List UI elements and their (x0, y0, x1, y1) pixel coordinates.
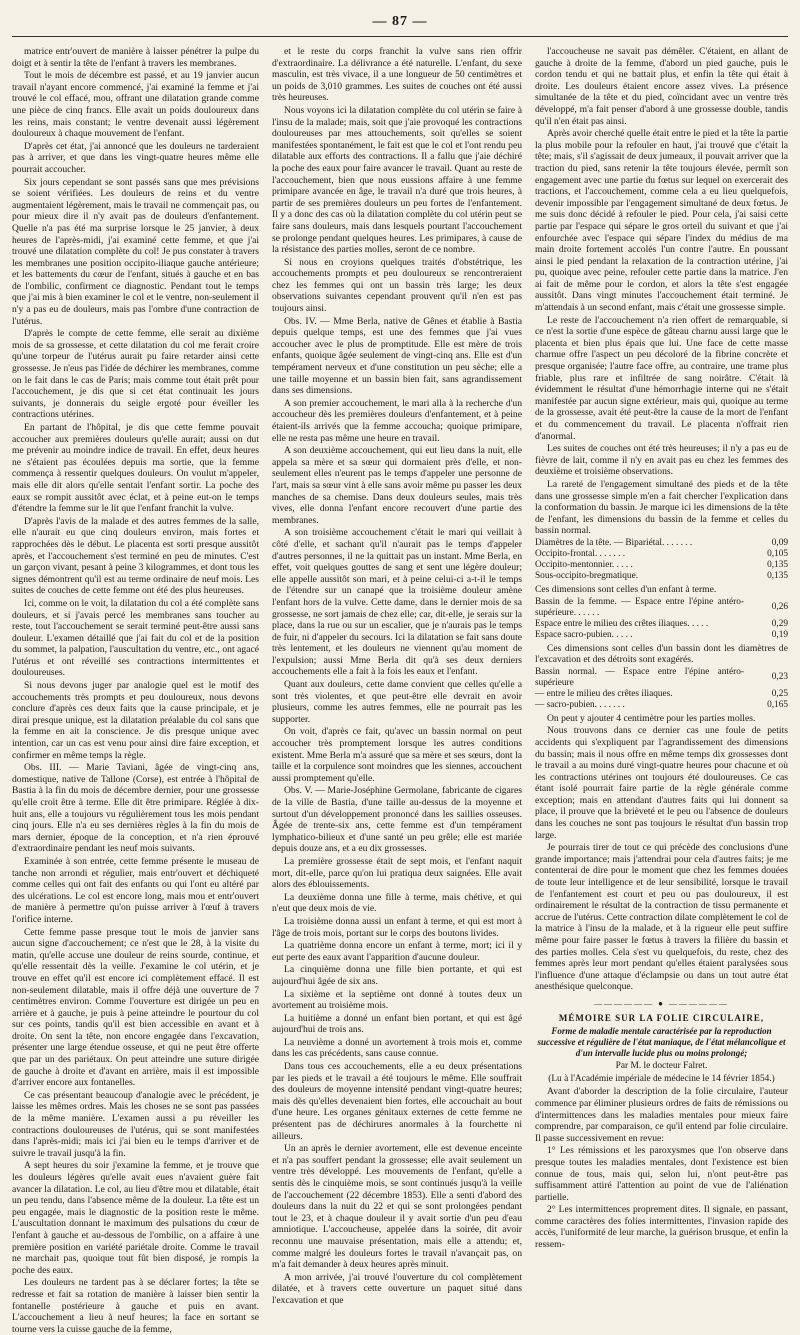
paragraph: La deuxième donna une fille à terme, mais chétive, et qui n'eut que deux mois de vie. (272, 891, 522, 915)
paragraph: Après avoir cherché quelle était entre le pied et la tête la partie la plus mobile pour la refouler en haut, j'ai trouvé que c'était la tête; mais, s'il s'agissait de deux jumeaux, il pouvait arriver que la traction du pied, sans retenir la tête toujours élevée, permît son engagement avec une partie du fœtus sur lequel on exercerait des tractions, et l'accouchement, comme cela a eu lieu quelquefois, devenir impossible par l'engagement simultané de deux fœtus. Je me suis donc décidé à refouler le pied. Pour cela, j'ai saisi cette partie par l'espace qui sépare le gros orteil du suivant et que j'ai enfourchée avec l'espace qui sépare l'index du médius de ma main droite fortement accolés l'un contre l'autre. En poussant ainsi le pied pendant la relaxation de la contraction utérine, j'ai pu, quoique avec peine, refouler cette partie dans la matrice. J'en ai fait de même pour le cordon, et alors la tête s'est engagée aussitôt. Dans vingt minutes l'accouchement était terminé. Je m'attendais à un second enfant, mais c'était une grossesse simple. (535, 128, 788, 314)
measurement-value: 0,29 (771, 618, 788, 629)
pelvis-measurements-table (535, 597, 788, 641)
paragraph: D'après le compte de cette femme, elle serait au dixième mois de sa grossesse, et cette dilatation du col me ferait croire qu'une torpeur de l'utérus aurait pu faire retarder ainsi cette grossesse. Je n'eus pas l'idée de déchirer les membranes, comme on le fait dans le cas de Paris; mais comme tout était prêt pour l'accouchement, je dis que si cet état continuait les jours suivants, je donnerais du seigle ergoté pour éveiller les contractions utérines. (12, 328, 259, 421)
paragraph: Ce cas présentant beaucoup d'analogie avec le précédent, je laisse les mêmes ordres. Mais les choses ne se sont pas passées de la même manière. L'examen aussi a pu réveiller les contractions douloureuses de l'utérus, qui se sont manifestées dans l'après-midi; mais ici j'ai bien eu le temps d'arriver et de suivre le travail jusqu'à la fin. (12, 1089, 259, 1159)
measurement-label: — entre le milieu des crêtes iliaques. (535, 688, 673, 699)
paragraph: La cinquième donna une fille bien portante, et qui est aujourd'hui âgée de six ans. (272, 964, 522, 987)
memoir-academy-note: (Lu à l'Académie impériale de médecine le 14 février 1854.) (548, 1073, 775, 1084)
head-measurements-note: Ces dimensions sont celles d'un enfant à terme. (535, 583, 717, 595)
paragraph: D'après cet état, j'ai annoncé que les douleurs ne tarderaient pas à arriver, et que dans les vingt-quatre heures même elle pourrait accoucher. (12, 140, 259, 175)
memoir-subtitle: Forme de maladie mentale caractérisée par la reproduction successive et régulière de l'état maniaque, de l'état mélancolique et d'un intervalle lucide plus ou moins prolongé; (537, 1026, 786, 1059)
paragraph: 1° Les rémissions et les paroxysmes que l'on observe dans presque toutes les maladies mentales, dont l'existence est bien connue de tous, mais qui, selon lui, n'ont peut-être pas suffisamment attiré l'attention au point de vue de l'aliénation partielle. (535, 1145, 788, 1203)
pelvis-measurements-note: Ces dimensions sont celles d'un bassin dont les diamètres de l'excavation et des détroits sont exagérés. (535, 642, 788, 666)
paragraph: Le reste de l'accouchement n'a rien offert de remarquable, si ce n'est la sortie d'une espèce de gâteau charnu aussi large que le placenta et bien plus épais que lui. Une face de cette masse charnue offre l'aspect un peu décoloré de la fibrine concrète et presque organisée; l'autre face offre, au contraire, une trame plus friable, plus rare et infiltrée de sang noirâtre. C'était là évidemment le résultat d'une hémorrhagie interne qui ne s'était manifestée par aucun signe extérieur, mais qui, quoique au terme de la grossesse, avait été peut-être la cause de la mort de l'enfant et du commencement du travail. Le placenta n'offrait rien d'anormal. (535, 314, 788, 442)
measurement-value: 0,26 (771, 602, 788, 613)
column-right (535, 46, 788, 1251)
measurement-label: Espace entre le milieu des crêtes iliaques. . . . . (535, 618, 709, 629)
measurement-value: 0,19 (771, 629, 788, 640)
measurement-row (535, 538, 788, 549)
paragraph: La première grossesse était de sept mois, et l'enfant naquit mort, dit-elle, parce qu'on lui pratiqua deux saignées. Elle avait alors des éblouissements. (272, 855, 522, 891)
column-middle (272, 46, 522, 1306)
paragraph: La troisième donna aussi un enfant à terme, et qui est mort à l'âge de trois mois, portant sur le corps des boutons livides. (272, 915, 522, 939)
paragraph: Obs. III. — Marie Taviani, âgée de vingt-cinq ans, domestique, native de Tallone (Corse), est entrée à l'hôpital de Bastia à la fin du mois de décembre dernier, pour une grossesse qu'elle croit être à terme. Elle dit être primipare. Réglée à dix-huit ans, elle a toujours vu régulièrement tous les mois pendant cinq jours. Elle n'a eu ses dernières règles à la fin du mois de mars dernier, époque de la conception, et n'a rien éprouvé d'extraordinaire pendant les neuf mois suivants. (12, 762, 259, 855)
paragraph: A son premier accouchement, le mari alla à la recherche d'un accoucheur dès les premières douleurs d'enfantement, et à peine étaient-ils arrivés que la femme accoucha; quoique primipare, elle ne resta pas même une heure en travail. (272, 397, 522, 444)
measurement-row (535, 619, 788, 630)
measurement-row (535, 597, 788, 619)
measurement-value: 0,25 (771, 688, 788, 699)
paragraph: Les suites de couches ont été très heureuses; il n'y a pas eu de fièvre de lait, comme il n'y en avait pas eu chez les femmes des deuxième et troisième observations. (535, 443, 788, 478)
measurement-value: 0,09 (771, 537, 788, 548)
paragraph: La rareté de l'engagement simultané des pieds et de la tête dans une grossesse simple m'en a fait chercher l'explication dans la conformation du bassin. Je marque ici les dimensions de la tête de l'enfant, les dimensions du bassin de la femme et celles du bassin normal. (535, 478, 788, 537)
paragraph: Si nous devons juger par analogie quel est le motif des accouchements très prompts et peu douloureux, nous devons conclure d'après ces deux faits que la cause principale, et je dirai presque unique, est la dilatation préalable du col sans que la femme en ait la conscience. Je dis presque unique avec intention, car un cas est venu pour ainsi dire faire exception, et confirmer en même temps la règle. (12, 680, 259, 761)
paragraph: Nous trouvons dans ce dernier cas une foule de petits accidents qui s'expliquent par l'agrandissement des dimensions du bassin; mais il nous offre en même temps dix grossesses dont le travail a au moins duré vingt-quatre heures pour chacune et où les contractions utérines ont toujours été douloureuses. Ce cas étant isolé pourrait faire partie de la règle générale comme exception; mais en attendant d'autres faits qui lui donnent sa place, il prouve que la brièveté et le peu ou l'absence de douleurs dans les couches ne sont pas toujours le résultat d'un bassin trop large. (535, 725, 788, 841)
paragraph: A sept heures du soir j'examine la femme, et je trouve que les douleurs légères qu'elle avait eues n'avaient guère fait avancer la dilatation. Le col, au lieu d'être mou et dilatable, était un peu tendu, dans l'absence même de la douleur. La tête est un peu engagée, mais le diagnostic de la position reste le même. L'auscultation donnant le maximum des pulsations du cœur de l'enfant à gauche et au-dessous de l'ombilic, on a affaire à une première position en variété pariétale droite. Comme le travail ne marchait pas, quoique tout fût bien disposé, je rompis la poche des eaux. (12, 1160, 259, 1276)
paragraph: Tout le mois de décembre est passé, et au 19 janvier aucun travail n'ayant encore commencé, j'ai examiné la femme et j'ai trouvé le col effacé, mou, offrant une dilatation grande comme une pièce de cinq francs. Elle avait un poids douloureux dans les reins, mais constant; le ventre devenait aussi légèrement douloureux à chaque mouvement de l'enfant. (12, 70, 259, 140)
paragraph: l'accoucheuse ne savait pas démêler. C'étaient, en allant de gauche à droite de la femme, d'abord un pied gauche, puis le cordon tendu et qui ne battait plus, et enfin la tête qui était à droite. Les douleurs étaient encore assez vives. La présence simultanée de la tête et du pied, coïncidant avec un ventre très développé, m'a fait penser d'abord à une grossesse double, tandis qu'il n'en était pas ainsi. (535, 46, 788, 127)
measurement-label: — sacro-pubien. . . . . . . (535, 699, 625, 710)
paragraph: Si nous en croyions quelques traités d'obstétrique, les accouchements prompts et peu douloureux se rencontreraient chez les femmes qui ont un bassin très large; les deux observations suivantes cependant prouvent qu'il n'en est pas toujours ainsi. (272, 256, 522, 315)
measurement-row (535, 571, 788, 582)
paragraph: Cette femme passe presque tout le mois de janvier sans aucun signe d'accouchement; ce n'est que le 28, à la visite du matin, qu'elle accuse une douleur de reins sourde, continue, et qu'elle ressentait dès la veille. J'examine le col utérin, et je trouve en effet qu'il est encore ici complètement effacé. Il est non-seulement dilatable, mais il offre déjà une ouverture de 7 centimètres environ. Comme l'ouverture est dirigée un peu en arrière et à gauche, je puis à peine atteindre le pourtour du col sur ces points, tandis qu'il est bien accessible en avant et à droite. On sent la tête, non encore engagée dans l'excavation, présenter une large étendue osseuse, et qui ne peut être offerte que par un des pariétaux. On peut atteindre une suture dirigée de gauche à droite et d'avant en arrière, mais il est impossible d'arriver encore aux fontanelles. (12, 926, 259, 1089)
paragraph: Examinée à son entrée, cette femme présente le museau de tanche non arrondi et régulier, mais entr'ouvert et déchiqueté comme celles qui ont fait des enfants ou qui l'ont eu altéré par des ulcérations. Le col est encore long, mais mou et entr'ouvert de manière à permettre qu'on puisse arriver à l'œuf à travers l'orifice interne. (12, 855, 259, 925)
head-measurements-table (535, 538, 788, 582)
memoir-author: Par M. le docteur Falret. (615, 1061, 708, 1072)
measurement-row (535, 549, 788, 560)
paragraph: matrice entr'ouvert de manière à laisser pénétrer la pulpe du doigt et à sentir la tête de l'enfant à travers les membranes. (12, 46, 259, 69)
paragraph: Six jours cependant se sont passés sans que mes prévisions se soient vérifiées. Les douleurs de reins et du ventre augmentaient légèrement, mais le travail ne commençait pas, ou pour mieux dire il n'y avait pas de douleurs d'enfantement. Quelle n'a pas été ma surprise lorsque le 25 janvier, à deux heures de l'après-midi, j'ai examiné cette femme, et que j'ai trouvé une dilatation complète du col! Je pus constater à travers les membranes une position occipito-iliaque gauche antérieure; et les battements du cœur de l'enfant, situés à gauche et en bas de l'ombilic, confirment ce diagnostic. Pendant tout le temps que j'ai mis à bien examiner le col et le ventre, non-seulement il n'y a pas eu de douleurs, mais pas l'ombre d'une contraction de l'utérus. (12, 176, 259, 327)
paragraph: Obs. IV. — Mme Berla, native de Gênes et établie à Bastia depuis quelque temps, est une des femmes que j'ai vues accoucher avec le plus de promptitude. Elle est mère de trois enfants, quoique âgée seulement de vingt-cinq ans. Elle est d'un tempérament nerveux et d'une constitution un peu sèche; elle a une taille moyenne et un bassin bien fait, sans agrandissement dans ses dimensions. (272, 315, 522, 397)
section-separator: —————— ● —————— (594, 998, 729, 1008)
paragraph: Un an après le dernier avortement, elle est devenue enceinte et n'a pas souffert pendant la grossesse; elle avait seulement un ventre très développé. Les mouvements de l'enfant, qu'elle a sentis dès le cinquième mois, se sont continués jusqu'à la veille de l'accouchement (22 décembre 1853). Elle a senti d'abord des douleurs dans la nuit du 22 et qui se sont prolongées pendant tout le 23, et à chaque douleur il y avait sortie d'un peu d'eau amniotique. L'accoucheuse, appelée dans la soirée, dit avoir reconnu une mauvaise présentation, mais elle a attendu; et, comme malgré les douleurs fortes le travail n'avançait pas, on m'a fait demander à deux heures après minuit. (272, 1143, 522, 1271)
paragraph: A son troisième accouchement c'était le mari qui veillait à côté d'elle, et sachant qu'il n'aurait pas le temps d'appeler d'autres personnes, il ne la quittait pas un instant. Mme Berla, en effet, voit quelques gouttes de sang et sent une légère douleur; elle appelle aussitôt son mari, et à peine celui-ci a-t-il le temps de l'étendre sur un canapé que la troisième douleur amène l'enfant hors de la vulve. Cette dame, dans le dernier mois de sa grossesse, ne sort jamais de chez elle; car, dit-elle, je serais sur la place, dans la rue ou sur un escalier, que je n'aurais pas le temps de fuir, ni d'appeler du secours. Ici la dilatation se fait sans doute très lentement, et les douleurs ne viennent qu'au moment de l'expulsion; aussi Mme Berla dit qu'à ses deux derniers accouchements elle a fait à la fois les eaux et l'enfant. (272, 527, 522, 678)
measurement-label: Espace sacro-pubien. . . . . (535, 629, 633, 640)
paragraph: La sixième et la septième ont donné à toutes deux un avortement au troisième mois. (272, 988, 522, 1012)
paragraph: La quatrième donna encore un enfant à terme, mort; ici il y eut perte des eaux avant l'apparition d'aucune douleur. (272, 940, 522, 963)
paragraph: On voit, d'après ce fait, qu'avec un bassin normal on peut accoucher très promptement lorsque les autres conditions existent. Mme Berla m'a assuré que sa mère et ses sœurs, dont la taille et la corpulence sont moindres que les siennes, accouchent aussi promptement qu'elle. (272, 726, 522, 784)
measurement-label: Occipito-frontal. . . . . . . (535, 548, 626, 559)
paragraph: La huitième a donné un enfant bien portant, et qui est âgé aujourd'hui de trois ans. (272, 1012, 522, 1036)
measurement-row (535, 560, 788, 571)
measurement-label: Bassin normal. — Espace entre l'épine antéro-supérieure (535, 666, 744, 688)
paragraph: Ici, comme on le voit, la dilatation du col a été complète sans douleurs, et si j'avais percé les membranes sans toucher au reste, tout l'accouchement se serait terminé peut-être aussi sans douleur. L'examen détaillé que j'ai fait du col et de la position du sommet, la palpation, l'auscultation du ventre, etc., ont agacé l'utérus et ont réveillé ses contractions intermittentes et douloureuses. (12, 597, 259, 679)
paragraph: Quant aux douleurs, cette dame convient que celles qu'elle a sont très violentes, et que peut-être elle devrait en avoir plusieurs, comme les autres femmes, elle ne pourrait pas les supporter. (272, 679, 522, 725)
memoir-title: MÉMOIRE SUR LA FOLIE CIRCULAIRE, (558, 1012, 765, 1023)
paragraph: D'après l'avis de la malade et des autres femmes de la salle, elle n'aurait eu que cinq douleurs environ, mais fortes et rapprochées dès le début. Le placenta est sorti presque aussitôt après, et l'accouchement s'est terminé en peu de minutes. C'est un garçon vivant, pesant à peine 3 kilogrammes, et dont tous les signes démontrent qu'il est au terme ordinaire de neuf mois. Les suites de couches de cette femme ont été des plus heureuses. (12, 515, 259, 597)
measurement-row (535, 689, 788, 700)
measurement-value: 0,135 (767, 559, 788, 570)
measurement-label: Bassin de la femme. — Espace entre l'épine antéro-supérieure. . . . . . (535, 596, 744, 618)
paragraph: 2° Les intermittences proprement dites. Il signale, en passant, comme caractères des folies intermittentes, l'invasion rapide des accès, l'uniformité de leur marche, la guérison brusque, et enfin la ressem- (535, 1204, 788, 1251)
header-rule (12, 36, 788, 37)
measurement-value: 0,135 (767, 570, 788, 581)
soft-parts-note: On peut y ajouter 4 centimètre pour les parties molles. (547, 712, 756, 724)
paragraph: Obs. V. — Marie-Joséphine Germolane, fabricante de cigares de la ville de Bastia, d'une taille au-dessus de la moyenne et surtout d'un développement prononcé dans les saillies osseuses. Âgée de trente-six ans, cette femme est d'un tempérament lymphatico-bilieux et d'une santé un peu grêle; elle est mariée depuis douze ans, et a eu dix grossesses. (272, 785, 522, 855)
measurement-row (535, 667, 788, 689)
obs-v-continuation (535, 46, 788, 537)
measurement-label: Diamètres de la tête. — Bipariétal. . . . . . . (535, 537, 693, 548)
paragraph: Nous voyons ici la dilatation complète du col utérin se faire à l'insu de la malade; mais, soit que j'aie provoqué les contractions douloureuses par mes attouchements, soit qu'elles se soient manifestées spontanément, le fait est que le col et l'ont rendu peu dilatable aux efforts des contractions. Il a fallu que j'aie déchiré la poche des eaux pour faire avancer le travail. Quant au reste de l'accouchement, bien que nous eussions affaire à une femme primipare avancée en âge, le travail n'a duré que trois heures, à partir de ses premières douleurs un peu fortes de l'enfantement. Il y a donc des cas où la dilatation complète du col utérin peut se faire sans douleurs, mais dans lesquels pourtant l'accouchement se prolonge pendant quelques heures. Les primipares, à cause de la résistance des parties molles, seront de ce nombre. (272, 104, 522, 256)
measurement-value: 0,105 (767, 548, 788, 559)
measurement-row (535, 700, 788, 711)
conclusion-text (535, 725, 788, 993)
paragraph: Dans tous ces accouchements, elle a eu deux présentations par les pieds et le travail a été toujours le même. Elle souffrait des douleurs de moyenne intensité pendant vingt-quatre heures; mais dès qu'elles devenaient bien fortes, elle accouchait au bout d'une heure. Les organes génitaux externes de cette femme ne présentent pas de déchirures anormales à la fourchette ni ailleurs. (272, 1061, 522, 1142)
paragraph: Je pourrais tirer de tout ce qui précède des conclusions d'une grande importance; mais j'attendrai pour cela d'autres faits; je me contenterai de dire pour le moment que chez les femmes douées de toute leur intelligence et de leur sensibilité, lorsque le travail de l'enfantement est court et peu ou pas douloureux, il est ordinairement le résultat de la contraction de tissu permanente et accrue de l'utérus. Cette contraction dilate complètement le col de la matrice à l'insu de la malade, et à la rigueur elle peut suffire même pour faire passer le fœtus à travers la filière du bassin et des parties molles. Cela s'est vu quelquefois, du reste, chez des femmes après leur mort pendant qu'elles étaient paralysées sous l'influence d'une attaque d'éclampsie ou dans un tout autre état anesthésique quelconque. (535, 842, 788, 993)
measurement-row (535, 630, 788, 641)
memoir-text (535, 1086, 788, 1250)
page-number: — 87 — (372, 14, 428, 29)
column-left (12, 46, 259, 1335)
paragraph: La neuvième a donné un avortement à trois mois et, comme dans les cas précédents, sans cause connue. (272, 1036, 522, 1060)
normal-pelvis-table (535, 667, 788, 711)
paragraph: Avant d'aborder la description de la folie circulaire, l'auteur commence par éliminer plusieurs ordres de faits de rémissions ou d'intermittences dans les maladies mentales pour mieux faire comprendre, par comparaison, ce qu'il entend par folie circulaire. Il passe successivement en revue: (535, 1086, 788, 1144)
paragraph: et le reste du corps franchit la vulve sans rien offrir d'extraordinaire. La délivrance a été naturelle. L'enfant, du sexe masculin, est très vivace, il a une longueur de 50 centimètres et un poids de 3,010 grammes. Les suites de couches ont été aussi très heureuses. (272, 46, 522, 104)
paragraph: Les douleurs ne tardent pas à se déclarer fortes; la tête se redresse et fait sa rotation de manière à laisser bien sentir la fontanelle postérieure à gauche et puis en avant. L'accouchement a lieu à neuf heures; la face en sortant se tourne vers la cuisse gauche de la femme, (12, 1277, 259, 1335)
paragraph: A mon arrivée, j'ai trouvé l'ouverture du col complètement dilatée, et à travers cette ouverture un paquet situé dans l'excavation et que (272, 1271, 522, 1306)
measurement-value: 0,23 (771, 672, 788, 683)
measurement-label: Occipito-mentonnier. . . . . (535, 559, 633, 570)
measurement-label: Sous-occipito-bregmatique. (535, 570, 639, 581)
paragraph: A son deuxième accouchement, qui eut lieu dans la nuit, elle appela sa mère et sa sœur qui dormaient près d'elle, et non-seulement elles n'eurent pas le temps d'appeler une personne de l'art, mais sa sœur vint à elle sans avoir même pu passer les deux manches de sa chemise. Dans deux douleurs seules, mais très vives, elle donna l'enfant encore recouvert d'une partie des membranes. (272, 445, 522, 526)
paragraph: En partant de l'hôpital, je dis que cette femme pouvait accoucher aux premières douleurs qu'elle aurait; aussi on dut me prévenir au moindre indice de travail. En effet, deux heures ne s'étaient pas écoulées depuis ma sortie, que la femme commença à ressentir quelques douleurs. On voulut m'appeler, mais elle dit alors qu'elle sentait l'enfant sortir. La poche des eaux se rompit aussitôt avec éclat, et à peine eut-on le temps d'étendre la femme sur le lit que l'enfant franchit la vulve. (12, 422, 259, 515)
measurement-value: 0,165 (767, 699, 788, 710)
